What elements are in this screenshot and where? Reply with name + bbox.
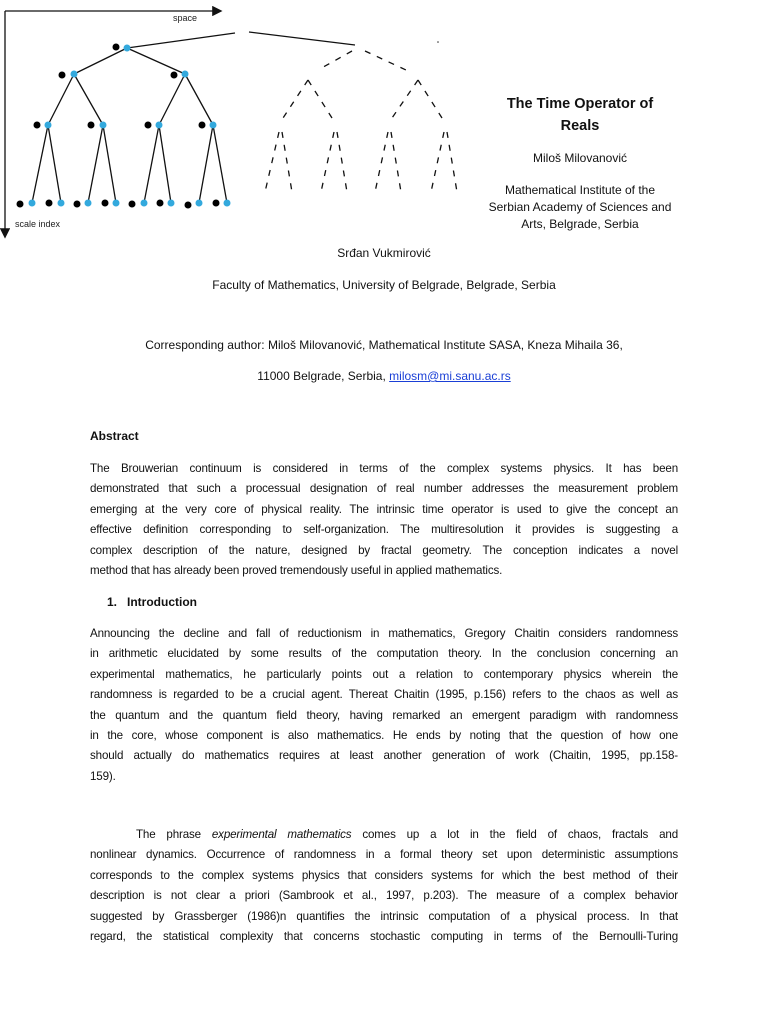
text-line: should actually do mathematics requires at least another generation of work (Chaitin, 1995, pp.158- [90, 749, 678, 763]
tree-nodes [17, 44, 231, 209]
affiliation-1-line-1: Mathematical Institute of the [504, 183, 656, 197]
text-line: in arithmetic elucidated by some results of the computation theory. In the conclusion concerning an [90, 647, 678, 661]
text-line: The Brouwerian continuum is considered in terms of the complex systems physics. It has been [90, 462, 678, 475]
text-line: regard, the statistical complexity that concerns stochastic computing in terms of the Bernoulli-Turing [90, 929, 678, 943]
affiliation-1-line-2: Serbian Academy of Sciences and [488, 200, 672, 214]
email-link[interactable]: milosm@mi.sanu.ac.rs [389, 369, 511, 383]
author-2: Srđan Vukmirović [337, 246, 431, 260]
text-line: effective definition corresponding to self-organization. The multiresolution it provides is suggesting a [90, 523, 678, 537]
introduction-heading: 1. Introduction [107, 595, 197, 609]
text-line: emerging at the very core of physical reality. The intrinsic time operator is used to give the concept an [90, 502, 678, 516]
scale-index-label: scale index [15, 219, 61, 229]
text-line: method that has already been proved tremendously useful in applied mathematics. [90, 563, 503, 577]
text-line: Announcing the decline and fall of reductionism in mathematics, Gregory Chaitin considers randomness [90, 627, 678, 640]
abstract-body [90, 459, 678, 581]
text-line: experimental mathematics, he particularly points out a relation to contemporary physics wherein the [90, 667, 678, 681]
space-label: space [173, 13, 198, 23]
introduction-paragraph-1 [90, 624, 678, 787]
abstract-heading: Abstract [90, 429, 139, 443]
text-line: suggested by Grassberger (1986)n quantifies the intrinsic computation of a physical process. In that [90, 909, 678, 923]
text-line: description is not clear a priori (Sambrook et al., 1997, p.203). The measure of a complex behavior [90, 889, 678, 903]
tree-solid-branches [32, 32, 355, 203]
tree-dashed-branches [265, 51, 457, 192]
paper-title-line-1: The Time Operator of [506, 96, 654, 112]
text-line: nonlinear dynamics. Occurrence of randomness in a formal theory set upon deterministic assumptions [90, 848, 678, 862]
text-line: The phrase experimental mathematics comes up a lot in the field of chaos, fractals and [136, 828, 678, 841]
paper-title-line-2: Reals [560, 118, 600, 134]
text-line: 159). [90, 769, 116, 783]
text-line: corresponds to the complex systems physics that considers systems for which the best method of their [90, 868, 678, 882]
affiliation-2: Faculty of Mathematics, University of Belgrade, Belgrade, Serbia [212, 278, 556, 292]
corresponding-author-line-1: Corresponding author: Miloš Milovanović, Mathematical Institute SASA, Kneza Mihaila 36, [145, 338, 623, 352]
text-line: randomness is regarded to be a crucial agent. Thereat Chaitin (1995, p.156) refers to the chaos as well as [90, 688, 678, 702]
text-line: complex description of the nature, designed by fractal geometry. The conception indicates a novel [90, 543, 678, 557]
corresponding-author-line-2 [0, 369, 768, 383]
corresponding-address: 11000 Belgrade, Serbia, [257, 369, 390, 383]
text-line: the quantum and the quantum field theory, having remarked an emergent paradigm with randomness [90, 708, 678, 722]
author-1: Miloš Milovanović [532, 151, 628, 165]
affiliation-1-line-3: Arts, Belgrade, Serbia [521, 217, 639, 231]
text-line: demonstrated that such a processual designation of real number addresses the measurement problem [90, 482, 678, 496]
text-line: in the core, whose component is also mathematics. He ends by noting that the question of how one [90, 728, 678, 742]
introduction-paragraph-2 [90, 825, 678, 947]
multiresolution-tree-figure [0, 0, 470, 245]
